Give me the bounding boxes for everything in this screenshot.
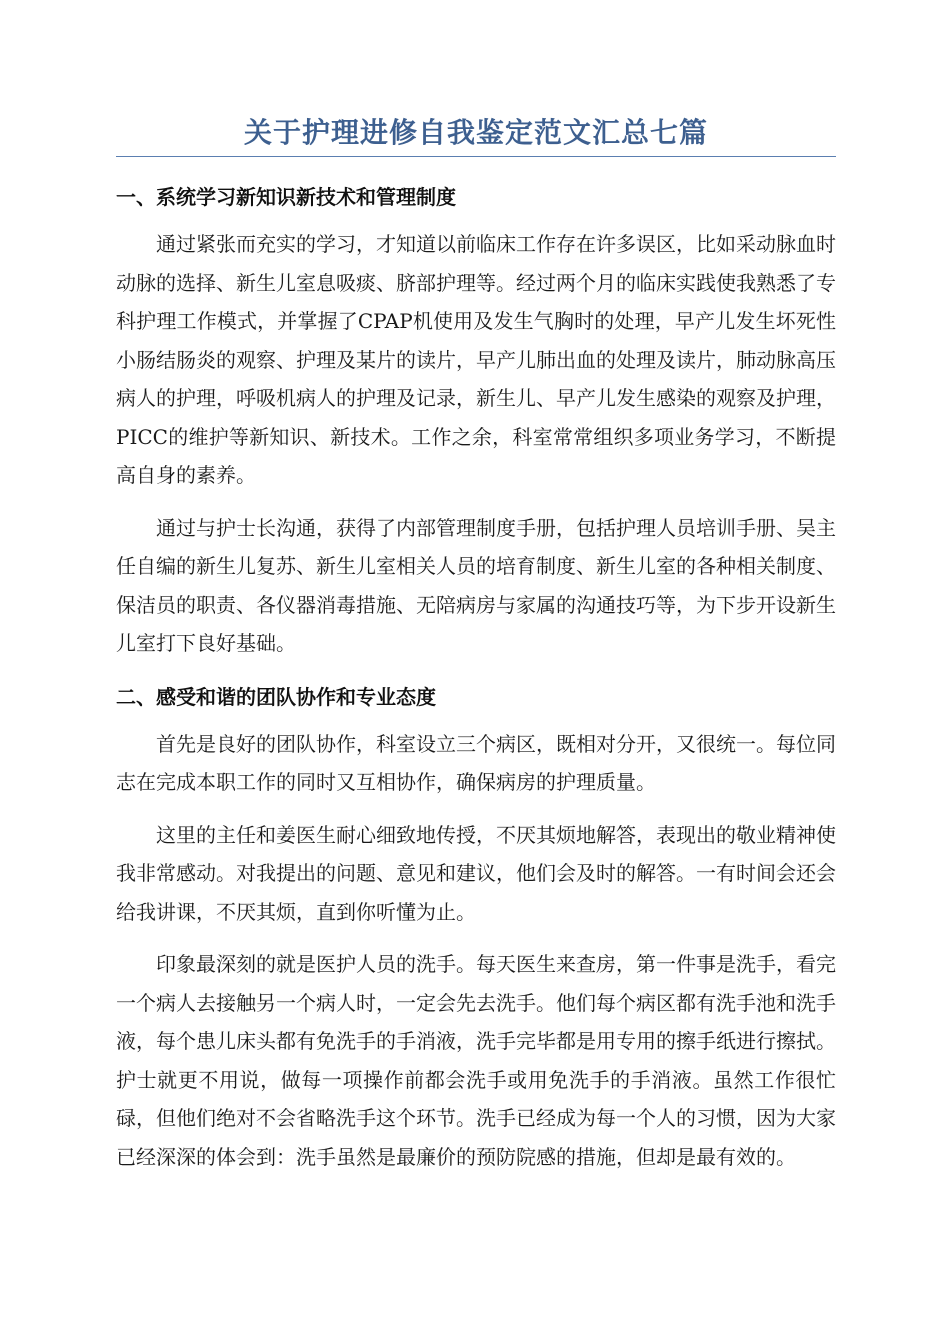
section-heading-2: 二、感受和谐的团队协作和专业态度	[116, 684, 436, 709]
section-2-paragraph-3: 印象最深刻的就是医护人员的洗手。每天医生来查房，第一件事是洗手，看完一个病人去接触另一个病人时，一定会先去洗手。他们每个病区都有洗手池和洗手液，每个患儿床头都有免洗手的手消液，洗手完毕都是用专用的擦手纸进行擦拭。护士就更不用说，做每一项操作前都会洗手或用免洗手的手消液。虽然工作很忙碌，但他们绝对不会省略洗手这个环节。洗手已经成为每一个人的习惯，因为大家已经深深的体会到：洗手虽然是最廉价的预防院感的措施，但却是最有效的。	[116, 952, 836, 1169]
section-1-paragraph-1: 通过紧张而充实的学习，才知道以前临床工作存在许多误区，比如采动脉血时动脉的选择、新生儿室息吸痰、脐部护理等。经过两个月的临床实践使我熟悉了专科护理工作模式，并掌握了CPAP机使用及发生气胸时的处理，早产儿发生坏死性小肠结肠炎的观察、护理及某片的读片，早产儿肺出血的处理及读片，肺动脉高压病人的护理，呼吸机病人的护理及记录，新生儿、早产儿发生感染的观察及护理，PICC的维护等新知识、新技术。工作之余，科室常常组织多项业务学习，不断提高自身的素养。	[116, 232, 836, 487]
document-page	[116, 112, 836, 1176]
section-1-paragraph-2: 通过与护士长沟通，获得了内部管理制度手册，包括护理人员培训手册、吴主任自编的新生儿复苏、新生儿室相关人员的培育制度、新生儿室的各种相关制度、保洁员的职责、各仪器消毒措施、无陪病房与家属的沟通技巧等，为下步开设新生儿室打下良好基础。	[116, 515, 836, 655]
document-title: 关于护理进修自我鉴定范文汇总七篇	[116, 112, 836, 157]
section-2-paragraph-2: 这里的主任和姜医生耐心细致地传授，不厌其烦地解答，表现出的敬业精神使我非常感动。对我提出的问题、意见和建议，他们会及时的解答。一有时间会还会给我讲课，不厌其烦，直到你听懂为止。	[116, 822, 836, 924]
section-2-paragraph-1: 首先是良好的团队协作，科室设立三个病区，既相对分开，又很统一。每位同志在完成本职工作的同时又互相协作，确保病房的护理质量。	[116, 731, 836, 794]
section-heading-1: 一、系统学习新知识新技术和管理制度	[116, 185, 456, 209]
